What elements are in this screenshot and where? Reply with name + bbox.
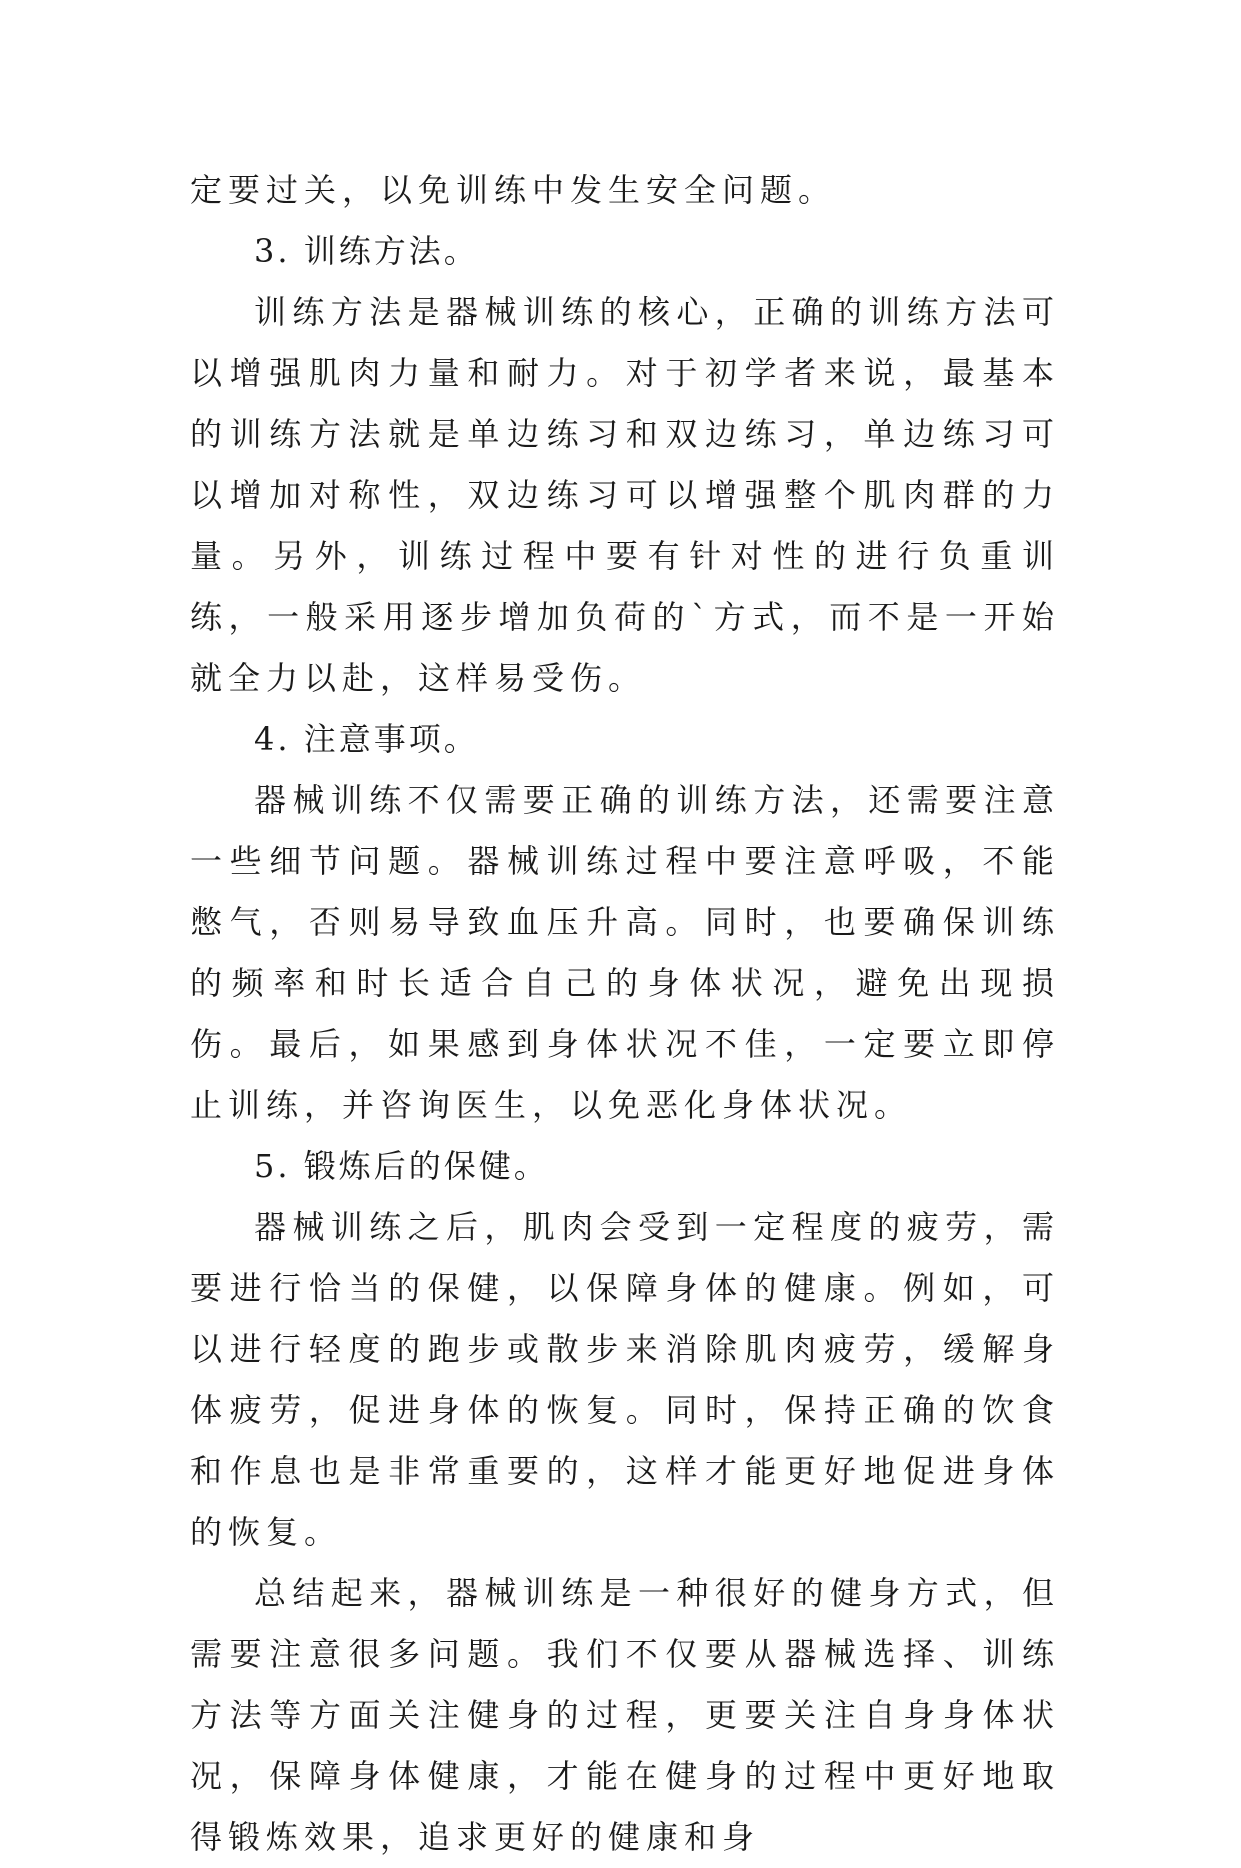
section-heading-post-exercise-care: 5. 锻炼后的保健。 [254,1147,549,1185]
paragraph-precautions: 器械训练不仅需要正确的训练方法，还需要注意一些细节问题。器械训练过程中要注意呼吸，不能憋气，否则易导致血压升高。同时，也要确保训练的频率和时长适合自己的身体状况，避免出现损伤。最后，如果感到身体状况不佳，一定要立即停止训练，并咨询医生，以免恶化身体状况。 [190,781,1060,1124]
section-heading-precautions: 4. 注意事项。 [254,720,479,758]
paragraph-summary: 总结起来，器械训练是一种很好的健身方式，但需要注意很多问题。我们不仅要从器械选择、训练方法等方面关注健身的过程，更要关注自身身体状况，保障身体健康，才能在健身的过程中更好地取得锻炼效果，追求更好的健康和身 [190,1574,1060,1856]
paragraph-training-methods: 训练方法是器械训练的核心，正确的训练方法可以增强肌肉力量和耐力。对于初学者来说，最基本的训练方法就是单边练习和双边练习，单边练习可以增加对称性，双边练习可以增强整个肌肉群的力量。另外，训练过程中要有针对性的进行负重训练，一般采用逐步增加负荷的`方式，而不是一开始就全力以赴，这样易受伤。 [190,293,1060,697]
paragraph-post-exercise-care: 器械训练之后，肌肉会受到一定程度的疲劳，需要进行恰当的保健，以保障身体的健康。例如，可以进行轻度的跑步或散步来消除肌肉疲劳，缓解身体疲劳，促进身体的恢复。同时，保持正确的饮食和作息也是非常重要的，这样才能更好地促进身体的恢复。 [190,1208,1060,1551]
section-heading-training-methods: 3. 训练方法。 [254,232,479,270]
paragraph-continuation: 定要过关，以免训练中发生安全问题。 [190,171,837,209]
document-body [190,160,1060,1868]
